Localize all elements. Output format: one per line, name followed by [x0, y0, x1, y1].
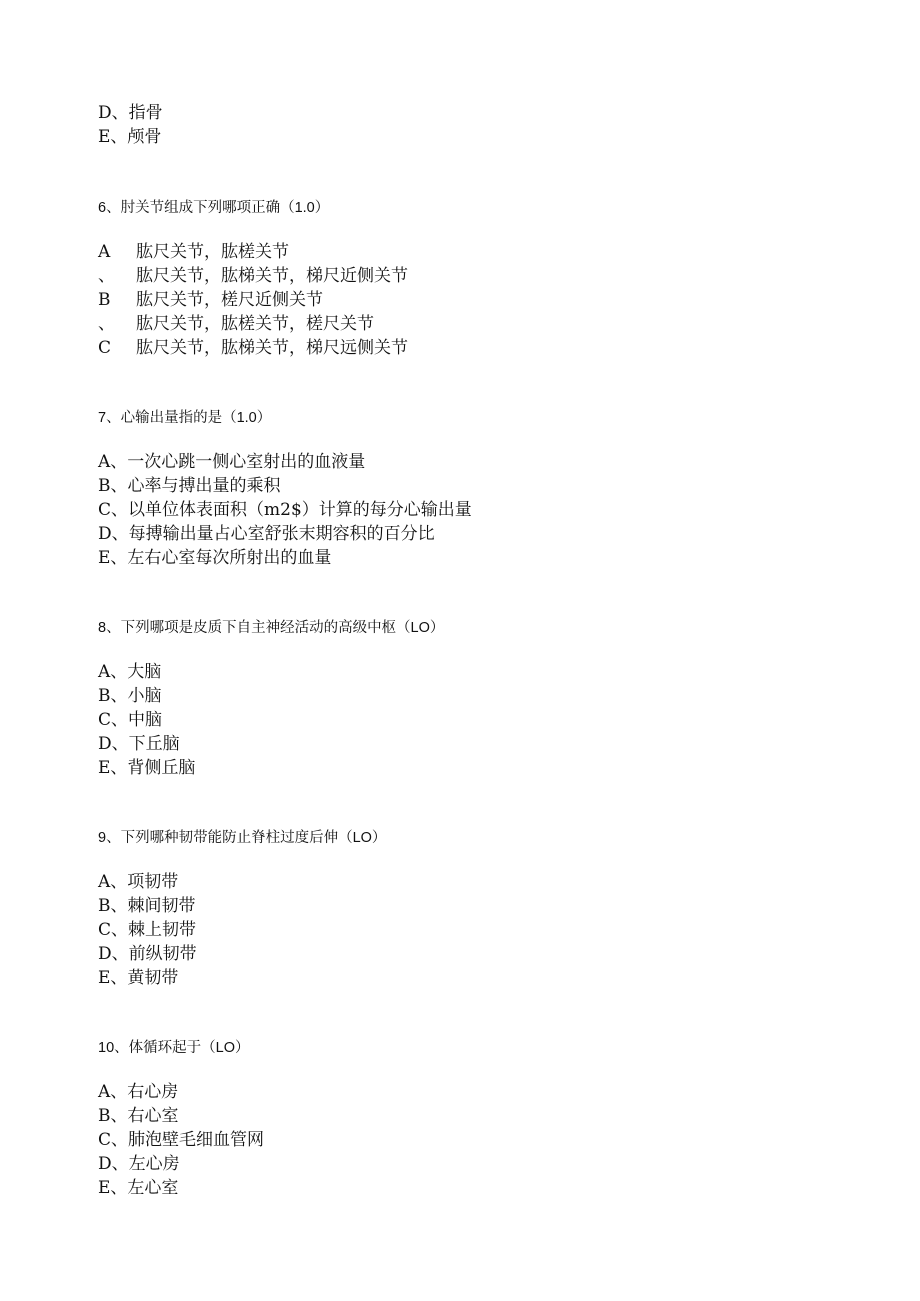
option-d: D、指骨	[98, 103, 163, 123]
option-marker: B	[98, 290, 111, 310]
option-text: 肱尺关节，肱槎关节，槎尺关节	[136, 314, 374, 334]
option-text: 肱尺关节，肱梯关节，梯尺远侧关节	[136, 338, 408, 358]
option-e: E、黄韧带	[98, 968, 179, 988]
option-c: C、以单位体表面积（m2$）计算的每分心输出量	[98, 500, 472, 520]
option-marker: 、	[98, 266, 115, 286]
option-row-5	[98, 336, 408, 360]
option-marker: C	[98, 338, 112, 358]
option-d: D、前纵韧带	[98, 944, 197, 964]
option-a: A、一次心跳一侧心室射出的血液量	[98, 452, 366, 472]
question-title: 6、肘关节组成下列哪项正确（1.0）	[98, 200, 330, 216]
option-text: 肱尺关节，肱梯关节，梯尺近侧关节	[136, 266, 408, 286]
question-title: 9、下列哪种韧带能防止脊柱过度后伸（LO）	[98, 830, 387, 846]
option-row-3	[98, 288, 323, 312]
option-b: B、心率与搏出量的乘积	[98, 476, 281, 496]
option-e: E、颅骨	[98, 127, 162, 147]
option-a: A、项韧带	[98, 872, 179, 892]
option-d: D、左心房	[98, 1154, 180, 1174]
option-a: A、大脑	[98, 662, 162, 682]
option-e: E、左右心室每次所射出的血量	[98, 548, 332, 568]
option-c: C、肺泡壁毛细血管网	[98, 1130, 265, 1150]
option-e: E、背侧丘脑	[98, 758, 196, 778]
question-title: 7、心输出量指的是（1.0）	[98, 410, 272, 426]
option-d: D、下丘脑	[98, 734, 180, 754]
option-row-2	[98, 264, 408, 288]
option-row-4	[98, 312, 374, 336]
option-b: B、小脑	[98, 686, 162, 706]
option-row-1	[98, 240, 289, 264]
option-d: D、每搏输出量占心室舒张末期容积的百分比	[98, 524, 435, 544]
option-c: C、棘上韧带	[98, 920, 197, 940]
option-e: E、左心室	[98, 1178, 179, 1198]
option-marker: A	[98, 242, 111, 262]
option-c: C、中脑	[98, 710, 163, 730]
option-b: B、右心室	[98, 1106, 179, 1126]
option-text: 肱尺关节，肱槎关节	[136, 242, 289, 262]
question-title: 10、体循环起于（LO）	[98, 1040, 250, 1056]
question-title: 8、下列哪项是皮质下自主神经活动的高级中枢（LO）	[98, 620, 445, 636]
option-b: B、棘间韧带	[98, 896, 196, 916]
option-a: A、右心房	[98, 1082, 179, 1102]
option-text: 肱尺关节，槎尺近侧关节	[136, 290, 323, 310]
option-marker: 、	[98, 314, 115, 334]
